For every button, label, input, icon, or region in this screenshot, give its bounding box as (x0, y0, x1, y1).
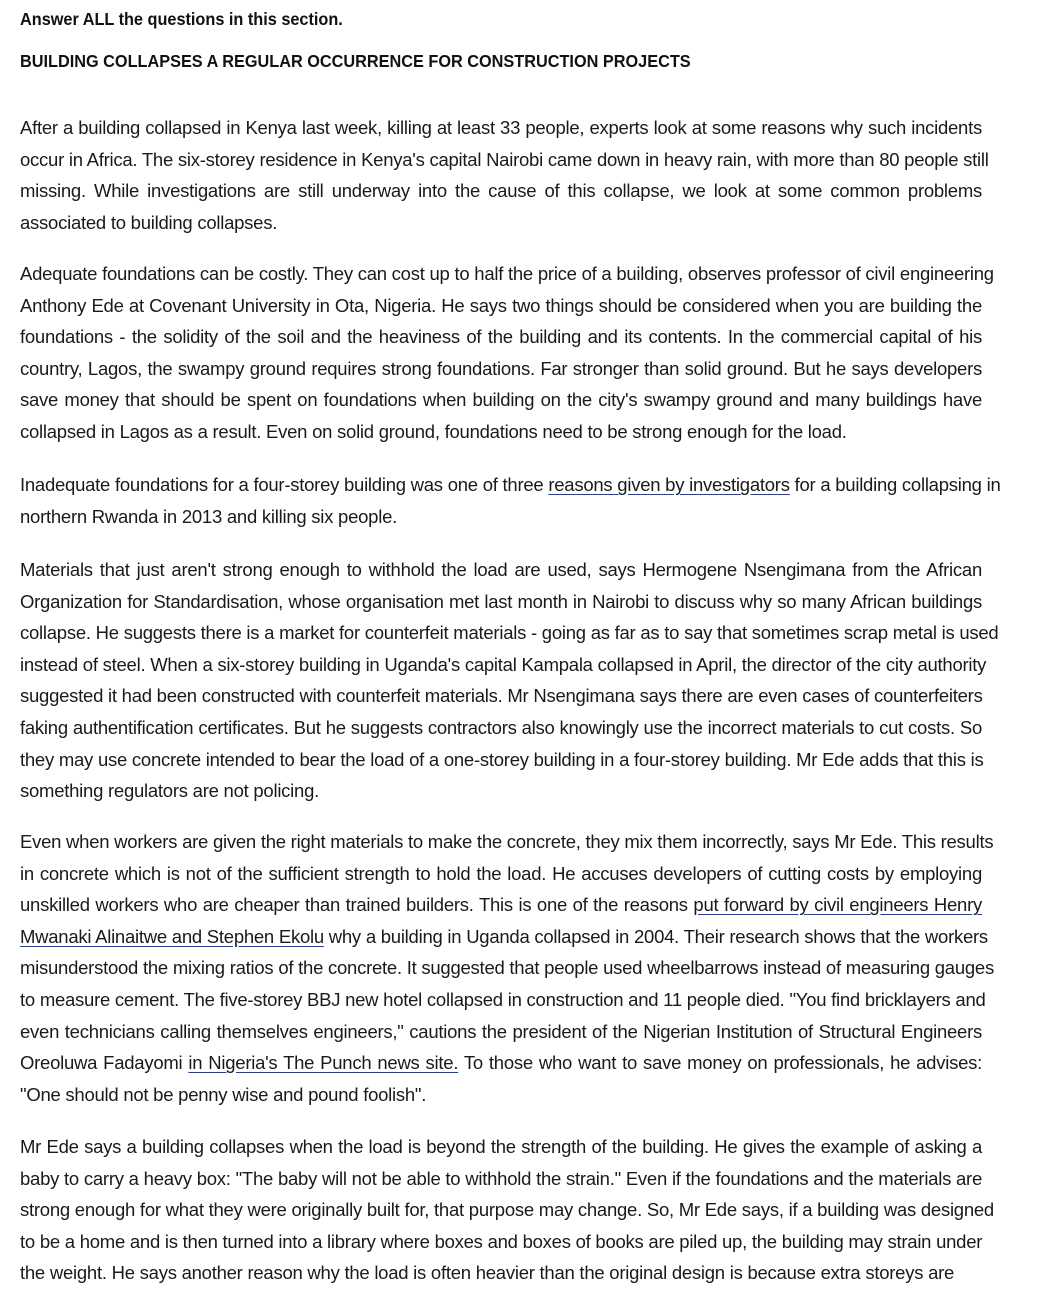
text-line (20, 469, 1001, 501)
text-segment: even technicians calling themselves engineers," cautions the president of the Nigerian Institution of Structural Engineers (20, 1020, 982, 1042)
text-segment: Mr Ede says a building collapses when the load is beyond the strength of the building. He gives the example of asking a (20, 1136, 982, 1157)
text-segment: save money that should be spent on foundations when building on the city's swampy ground and many buildings have (20, 389, 982, 411)
text-line (20, 744, 982, 776)
text-line (20, 258, 994, 290)
text-segment: northern Rwanda in 2013 and killing six people. (20, 505, 398, 527)
paragraph-1 (20, 112, 989, 238)
text-line (20, 207, 982, 239)
text-line (20, 1047, 982, 1079)
text-line (20, 501, 982, 533)
text-segment: for a building collapsing in (789, 474, 1001, 495)
text-line (20, 112, 982, 144)
text-line (20, 617, 999, 649)
text-line (20, 1257, 982, 1289)
text-line (20, 1016, 982, 1048)
text-segment: Materials that just aren't strong enough to withhold the load are used, says Hermogene Nsengimana from the African (20, 559, 982, 580)
text-segment: strong enough for what they were originally built for, that purpose may change. So, Mr Ede says, if a building was designed (20, 1199, 994, 1221)
text-line (20, 353, 982, 385)
text-segment: the weight. He says another reason why the load is often heavier than the original design is because extra storeys are (20, 1262, 955, 1284)
text-line (20, 826, 994, 858)
text-segment: missing. While investigations are still underway into the cause of this collapse, we look at some common problems (20, 180, 982, 202)
text-line (20, 921, 988, 953)
text-line (20, 586, 982, 618)
text-segment: foundations - the solidity of the soil and the heaviness of the building and its contents. In the commercial capital of his (20, 326, 982, 348)
text-line (20, 384, 982, 416)
article-heading: BUILDING COLLAPSES A REGULAR OCCURRENCE FOR CONSTRUCTION PROJECTS (20, 51, 691, 71)
text-segment: unskilled workers who are cheaper than trained builders. This is one of the reasons (20, 894, 694, 916)
text-line (20, 680, 982, 712)
text-segment: instead of steel. When a six-storey building in Uganda's capital Kampala collapsed in April, the director of the city authority (20, 653, 987, 675)
text-segment: faking authentification certificates. But he suggests contractors also knowingly use the incorrect materials to cut costs. So (20, 716, 982, 738)
text-line (20, 858, 982, 890)
text-segment: After a building collapsed in Kenya last week, killing at least 33 people, experts look at some reasons why such incidents (20, 117, 982, 138)
text-line (20, 1163, 982, 1195)
text-line (20, 1194, 994, 1226)
text-line (20, 952, 994, 984)
text-line (20, 984, 986, 1016)
hyperlink[interactable]: put forward by civil engineers Henry (693, 894, 983, 916)
text-segment: to be a home and is then turned into a library where boxes and boxes of books are piled up, the building may strain under (20, 1230, 983, 1252)
text-line (20, 144, 989, 176)
paragraph-5 (20, 826, 994, 1110)
text-segment: Oreoluwa Fadayomi (20, 1052, 189, 1074)
text-line (20, 775, 982, 807)
paragraph-3 (20, 469, 1001, 532)
paragraph-2 (20, 258, 994, 448)
text-line (20, 175, 982, 207)
text-line (20, 1079, 982, 1111)
text-line (20, 712, 982, 744)
text-segment: Inadequate foundations for a four-storey building was one of three (20, 474, 549, 495)
text-segment: suggested it had been constructed with counterfeit materials. Mr Nsengimana says there are even cases of counterfeiters (20, 685, 983, 707)
hyperlink[interactable]: Mwanaki Alinaitwe and Stephen Ekolu (20, 925, 324, 947)
text-line (20, 889, 982, 921)
text-line (20, 321, 982, 353)
text-segment: to measure cement. The five-storey BBJ new hotel collapsed in construction and 11 people died. "You find bricklayers and (20, 988, 986, 1010)
text-segment: why a building in Uganda collapsed in 2004. Their research shows that the workers (323, 925, 988, 947)
text-segment: in concrete which is not of the sufficient strength to hold the load. He accuses developers of cutting costs by employing (20, 862, 982, 884)
text-segment: associated to building collapses. (20, 211, 278, 233)
text-line (20, 554, 982, 586)
text-segment: occur in Africa. The six-storey residence in Kenya's capital Nairobi came down in heavy rain, with more than 80 people still (20, 148, 989, 170)
text-line (20, 290, 982, 322)
text-segment: Organization for Standardisation, whose organisation met last month in Nairobi to discuss why so many African buildings (20, 590, 982, 612)
paragraph-4 (20, 554, 999, 807)
text-segment: Adequate foundations can be costly. They can cost up to half the price of a building, observes professor of civil engineering (20, 263, 994, 284)
text-segment: Even when workers are given the right materials to make the concrete, they mix them incorrectly, says Mr Ede. This results (20, 831, 994, 852)
section-instruction: Answer ALL the questions in this section. (20, 9, 343, 29)
hyperlink[interactable]: in Nigeria's The Punch news site. (188, 1052, 459, 1074)
text-segment: they may use concrete intended to bear the load of a one-storey building in a four-storey building. Mr Ede adds that this is (20, 748, 984, 770)
text-segment: Anthony Ede at Covenant University in Ota, Nigeria. He says two things should be considered when you are building the (20, 294, 982, 316)
text-segment: country, Lagos, the swampy ground requires strong foundations. Far stronger than solid ground. But he says developers (20, 357, 982, 379)
text-line (20, 1131, 982, 1163)
hyperlink[interactable]: reasons given by investigators (548, 474, 790, 495)
text-segment: collapsed in Lagos as a result. Even on solid ground, foundations need to be strong enough for the load. (20, 420, 847, 442)
text-segment: "One should not be penny wise and pound foolish". (20, 1083, 427, 1105)
text-line (20, 649, 987, 681)
text-segment: misunderstood the mixing ratios of the concrete. It suggested that people used wheelbarrows instead of measuring gauges (20, 957, 994, 979)
text-line (20, 1226, 982, 1258)
text-segment: collapse. He suggests there is a market for counterfeit materials - going as far as to say that sometimes scrap metal is used (20, 622, 999, 644)
text-segment: To those who want to save money on professionals, he advises: (458, 1052, 983, 1074)
paragraph-6 (20, 1131, 994, 1289)
text-line (20, 416, 982, 448)
text-segment: something regulators are not policing. (20, 780, 320, 802)
text-segment: baby to carry a heavy box: "The baby will not be able to withhold the strain." Even if the foundations and the materials are (20, 1167, 982, 1189)
